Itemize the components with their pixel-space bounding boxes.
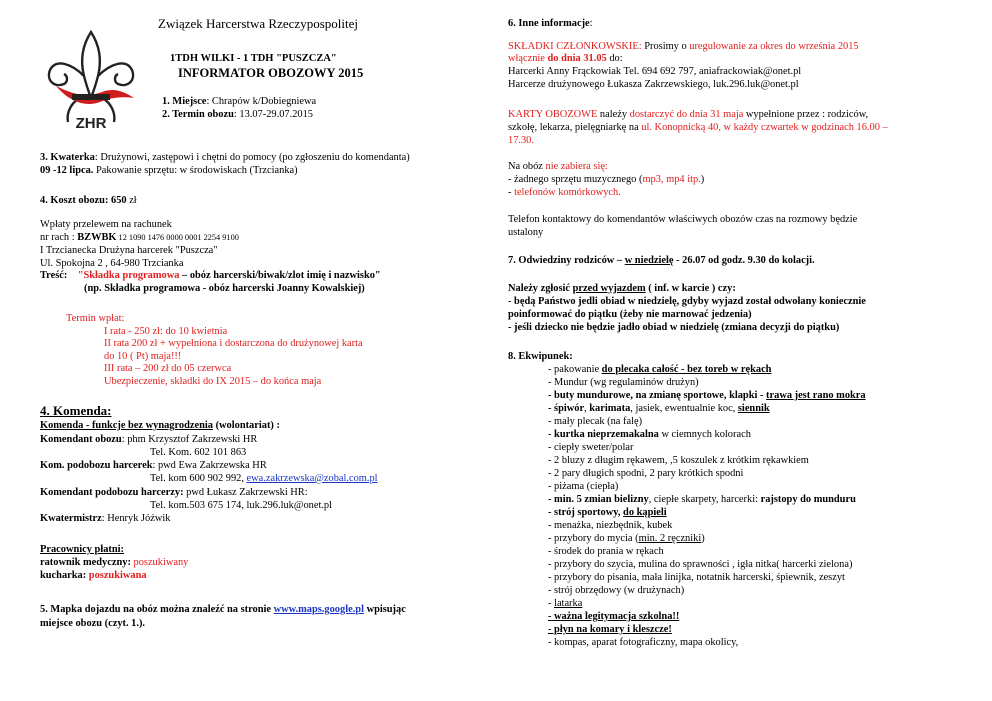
karty-line2: szkołę, lekarza, pielęgniarkę na ul. Konopnicką 40, w każdy czwartek w godzinach 16.00 – — [508, 122, 888, 133]
komendant-obozu: Komendant obozu: phm Krzysztof Zakrzewski HR — [40, 434, 258, 445]
kom-harcerek: Kom. podobozu harcerek: pwd Ewa Zakrzewska HR — [40, 460, 267, 471]
ekw-item: - Mundur (wg regulaminów drużyn) — [548, 377, 699, 388]
ekw-item: - strój obrzędowy (w drużynach) — [548, 585, 685, 596]
telefon-line2: ustalony — [508, 227, 544, 238]
ekw-item: - przybory do mycia (min. 2 ręczniki) — [548, 533, 705, 544]
ekw-item: - ciepły sweter/polar — [548, 442, 634, 453]
telefon-line1: Telefon kontaktowy do komendantów właściwych obozów czas na rozmowy będzie — [508, 214, 858, 225]
ekw-item: - śpiwór, karimata, jasiek, ewentualnie koc, siennik — [548, 403, 770, 414]
ekw-item: - środek do prania w rękach — [548, 546, 664, 557]
kom-harcerzy-tel: Tel. kom.503 675 174, luk.296.luk@onet.pl — [150, 500, 333, 511]
inne-title: 6. Inne informacje: — [508, 18, 593, 29]
ekwipunek-title: 8. Ekwipunek: — [508, 351, 573, 362]
logo-text: ZHR — [75, 115, 107, 132]
komenda-funkcje: Komenda - funkcje bez wynagrodzenia (wolontariat) : — [40, 420, 280, 431]
address-line: Ul. Spokojna 2 , 64-980 Trzcianka — [40, 258, 184, 269]
rata-2: II rata 200 zł + wypełniona i dostarczona do drużynowej karta — [104, 338, 363, 349]
rata-3: III rata – 200 zł do 05 czerwca — [104, 363, 232, 374]
komenda-title: 4. Komenda: — [40, 403, 112, 418]
pracownicy-title: Pracownicy płatni: — [40, 544, 124, 555]
komendant-tel: Tel. Kom. 602 101 863 — [150, 447, 247, 458]
ekw-item: - latarka — [548, 598, 583, 609]
ekw-item: - kompas, aparat fotograficzny, mapa okolicy, — [548, 637, 739, 648]
ekw-item: - min. 5 zmian bielizny, ciepłe skarpety, harcerki: rajstopy do munduru — [548, 494, 856, 505]
mapka-line2: miejsce obozu (czyt. 1.). — [40, 618, 146, 629]
ekw-item: - piżama (ciepła) — [548, 481, 619, 492]
org-name: Związek Harcerstwa Rzeczypospolitej — [158, 16, 358, 31]
page-title: INFORMATOR OBOZOWY 2015 — [178, 66, 364, 80]
ekw-item: - kurtka nieprzemakalna w ciemnych kolorach — [548, 429, 751, 440]
ekw-item: - przybory do pisania, mała linijka, notatnik harcerski, śpiewnik, zeszyt — [548, 572, 845, 583]
zglosic-2: poinformować do piątku (żeby nie marnować jedzenia) — [508, 309, 752, 320]
mapka-line1: 5. Mapka dojazdu na obóz można znaleźć na stronie www.maps.google.pl wpisując — [40, 604, 406, 615]
kwaterka-line2: 09 -12 lipca. Pakowanie sprzętu: w środowiskach (Trzcianka) — [40, 165, 298, 176]
nie-zabiera-2: - telefonów komórkowych. — [508, 187, 621, 198]
rata-2-cont: do 10 ( Pt) maja!!! — [104, 351, 182, 362]
ekw-item: - mały plecak (na falę) — [548, 416, 643, 427]
zglosic-3: - jeśli dziecko nie będzie jadło obiad w niedzielę (zmiana decyzji do piątku) — [508, 322, 840, 333]
ekw-item: - ważna legitymacja szkolna!! — [548, 611, 680, 622]
ekw-item: - przybory do szycia, mulina do sprawności , igła nitka( harcerki zielona) — [548, 559, 853, 570]
ekw-item: - buty mundurowe, na zmianę sportowe, klapki - trawa jest rano mokra — [548, 390, 866, 401]
ekw-item: - płyn na komary i kleszcze! — [548, 624, 672, 635]
account-line: nr rach : BZWBK 12 1090 1476 0000 0001 2254 9100 — [40, 232, 239, 243]
karty-line3: 17.30. — [508, 135, 534, 146]
harcerki-contact: Harcerki Anny Frąckowiak Tel. 694 692 797, aniafrackowiak@onet.pl — [508, 66, 802, 77]
ekw-item: - strój sportowy, do kąpieli — [548, 507, 667, 518]
ratownik-line: ratownik medyczny: poszukiwany — [40, 557, 189, 568]
termin-line: 2. Termin obozu: 13.07-29.07.2015 — [162, 109, 313, 120]
miejsce-line: 1. Miejsce: Chrapów k/Dobiegniewa — [162, 96, 317, 107]
tresc-example: (np. Składka programowa - obóz harcerski Joanny Kowalskiej) — [84, 283, 365, 294]
fleur-de-lis-icon — [42, 28, 140, 132]
ekw-item: - menażka, niezbędnik, kubek — [548, 520, 673, 531]
ekw-item: - pakowanie do plecaka całość - bez toreb w rękach — [548, 364, 772, 375]
recipient-line: I Trzcianecka Drużyna harcerek "Puszcza" — [40, 245, 218, 256]
ubezpieczenie: Ubezpieczenie, składki do IX 2015 – do końca maja — [104, 376, 322, 387]
email-link[interactable]: ewa.zakrzewska@zobal.com.pl — [246, 473, 378, 484]
ekw-item: - 2 bluzy z długim rękawem, ,5 koszulek z krótkim rękawkiem — [548, 455, 809, 466]
zglosic-line: Należy zgłosić przed wyjazdem ( inf. w karcie ) czy: — [508, 283, 736, 294]
skladki-line2: włącznie do dnia 31.05 do: — [508, 53, 623, 64]
skladki-line1: SKŁADKI CZŁONKOWSKIE: Prosimy o uregulowanie za okres do września 2015 — [508, 41, 859, 52]
koszt-line: 4. Koszt obozu: 650 zł — [40, 195, 137, 206]
tresc-line: Treść: "Składka programowa – obóz harcerski/biwak/zlot imię i nazwisko" — [40, 270, 381, 281]
nie-zabiera-1: - żadnego sprzętu muzycznego (mp3, mp4 itp.) — [508, 174, 705, 185]
odwiedziny-line: 7. Odwiedziny rodziców – w niedzielę - 26.07 od godz. 9.30 do kolacji. — [508, 255, 815, 266]
karty-line1: KARTY OBOZOWE należy dostarczyć do dnia 31 maja wypełnione przez : rodziców, — [508, 109, 869, 120]
units-title: 1TDH WILKI - 1 TDH "PUSZCZA" — [170, 53, 337, 64]
nie-zabiera-title: Na obóz nie zabiera się: — [508, 161, 608, 172]
kom-harcerzy: Komendant podobozu harcerzy: pwd Łukasz Zakrzewski HR: — [40, 487, 308, 498]
wplaty-line: Wpłaty przelewem na rachunek — [40, 219, 172, 230]
termin-wplat-title: Termin wpłat: — [66, 313, 125, 324]
kwatermistrz: Kwatermistrz: Henryk Jóźwik — [40, 513, 171, 524]
kucharka-line: kucharka: poszukiwana — [40, 570, 147, 581]
kom-harcerek-tel: Tel. kom 600 902 992, ewa.zakrzewska@zobal.com.pl — [150, 473, 378, 484]
zhr-logo — [42, 28, 140, 132]
zglosic-1: - będą Państwo jedli obiad w niedzielę, gdyby wyjazd został odwołany koniecznie — [508, 296, 866, 307]
kwaterka-line1: 3. Kwaterka: Drużynowi, zastępowi i chętni do pomocy (po zgłoszeniu do komendanta) — [40, 152, 410, 163]
maps-link[interactable]: www.maps.google.pl — [273, 604, 364, 615]
ekw-item: - 2 pary długich spodni, 2 pary krótkich spodni — [548, 468, 744, 479]
rata-1: I rata - 250 zł: do 10 kwietnia — [104, 326, 228, 337]
harcerze-contact: Harcerze drużynowego Łukasza Zakrzewskiego, luk.296.luk@onet.pl — [508, 79, 799, 90]
